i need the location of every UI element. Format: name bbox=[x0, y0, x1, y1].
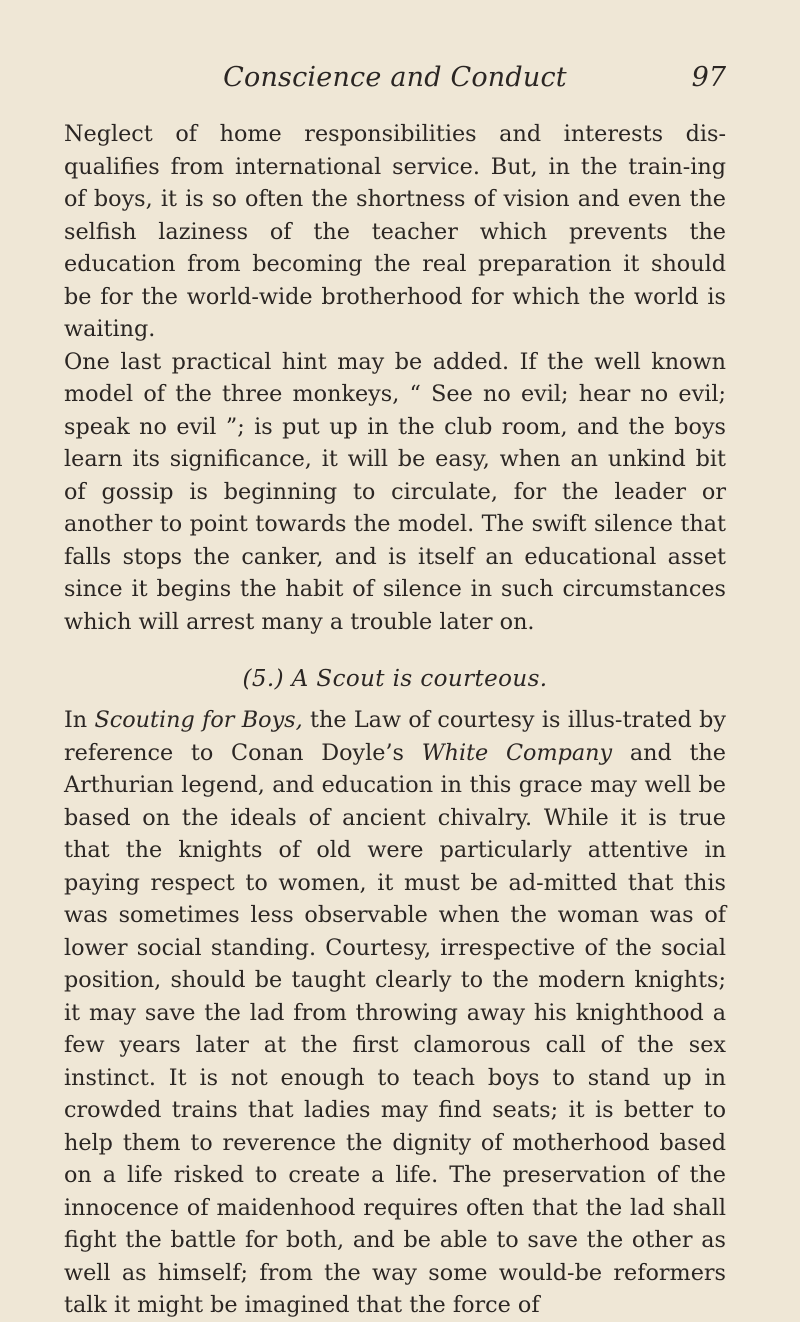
paragraph-3-part-3: and the Arthurian legend, and education in this grace may well be based on the ideals of ancient chivalry. While it is true that the knights of old were particularly attentive in paying respect to women, it must be ad-mitted that this was sometimes less observable when the woman was of lower social standing. Courtesy, irrespective of the social position, should be taught clearly to the modern knights; it may save the lad from throwing away his knighthood a few years later at the first clamorous call of the sex instinct. It is not enough to teach boys to stand up in crowded trains that ladies may find seats; it is better to help them to reverence the dignity of motherhood based on a life risked to create a life. The preservation of the innocence of maidenhood requires often that the lad shall fight the battle for both, and be able to save the other as well as himself; from the way some would-be reformers talk it might be imagined that the force of bbox=[64, 739, 726, 1318]
running-head bbox=[64, 62, 726, 102]
page-number: 97 bbox=[691, 62, 726, 93]
paragraph-2: One last practical hint may be added. If the well known model of the three monkeys, “ See no evil; hear no evil; speak no evil ”; is put up in the club room, and the boys learn its significance, it will be easy, when an unkind bit of gossip is beginning to circulate, for the leader or another to point towards the model. The swift silence that falls stops the canker, and is itself an educational asset since it begins the habit of silence in such circumstances which will arrest many a trouble later on. bbox=[64, 348, 726, 635]
page-content bbox=[64, 62, 726, 1322]
section-heading: (5.) A Scout is courteous. bbox=[242, 666, 548, 692]
running-title: Conscience and Conduct bbox=[223, 62, 567, 93]
paragraph-1: Neglect of home responsibilities and interests dis-qualifies from international service. But, in the train-ing of boys, it is so often the shortness of vision and even the selfish laziness of the teacher which prevents the education from becoming the real preparation it should be for the world-wide brotherhood for which the world is waiting. bbox=[64, 121, 726, 342]
book-title: Scouting for Boys, bbox=[94, 707, 303, 733]
paragraph-3-part-2: the Law of courtesy is illus-trated by reference to Conan Doyle’s bbox=[64, 707, 726, 766]
paragraph-3 bbox=[64, 704, 726, 1322]
paragraph-3-part-1: In bbox=[64, 707, 95, 733]
work-title: White Company bbox=[421, 739, 613, 766]
